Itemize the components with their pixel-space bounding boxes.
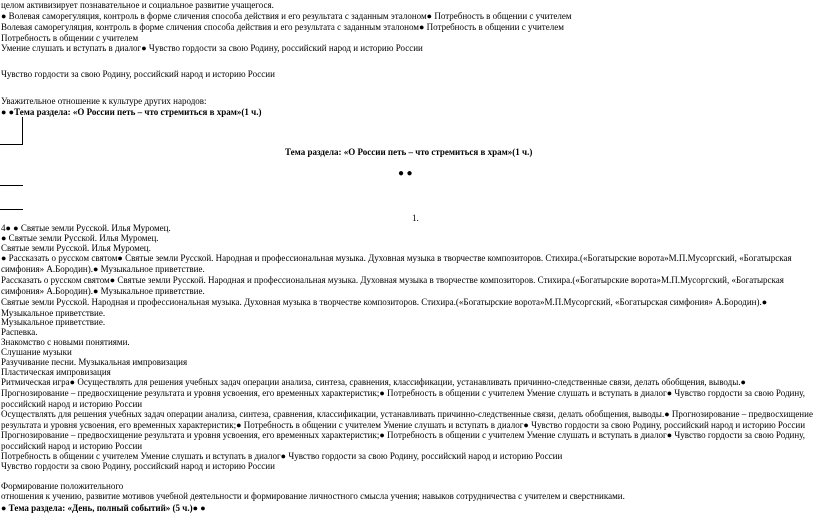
section-heading: ● ●Тема раздела: «О России петь – что стремиться в храм»(1 ч.) xyxy=(1,107,262,117)
text-paragraph: Рассказать о русском святом● Святые земли Русской. Народная и профессиональная музыка. Духовная музыка в творчестве композиторов. Стихира.(«Богатырские ворота»М.П.Мусоргский, «Богатырская симфония» А.Бородин).● Музыкальное приветствие. xyxy=(1,275,784,296)
divider xyxy=(0,209,23,210)
section-heading: ● Тема раздела: «День, полный событий» (5 ч.)● ● xyxy=(1,503,206,513)
text-line: ● Волевая саморегуляция, контроль в форме сличения способа действия и его результата с заданным эталоном● Потребность в общении с учителем xyxy=(1,11,572,21)
text-line: Разучивание песни. Музыкальная импровизация xyxy=(1,357,188,367)
text-line: Святые земли Русской. Илья Муромец. xyxy=(1,243,151,253)
text-line: Волевая саморегуляция, контроль в форме сличения способа действия и его результата с заданным эталоном● Потребность в общении с учителем xyxy=(1,22,564,32)
bullet-marks: ● ● xyxy=(398,168,413,179)
text-line: отношения к учению, развитие мотивов учебной деятельности и формирование личностного смысла учения; навыков сотрудничества с учителем и сверстниками. xyxy=(1,491,625,501)
text-line: Уважительное отношение к культуре других народов: xyxy=(1,96,207,106)
text-paragraph: Ритмическая игра● Осуществлять для решения учебных задач операции анализа, синтеза, сравнения, классификации, устанавливать причинно-следственные связи, делать обобщения, выводы.● Прогнозирование – предвосхищение результата и уровня усвоения, его временных характеристик;● Потребность в общении с учителем Умение слушать и вступать в диалог● Чувство гордости за свою Родину, российский народ и историю России xyxy=(1,377,806,409)
text-line: Распевка. xyxy=(1,327,38,337)
text-line: Чувство гордости за свою Родину, российский народ и историю России xyxy=(1,461,275,471)
text-line: Слушание музыки xyxy=(1,347,72,357)
text-line: Формирование положительного xyxy=(1,481,124,491)
table-cell xyxy=(0,117,23,145)
text-paragraph: Осуществлять для решения учебных задач операции анализа, синтеза, сравнения, классификации, устанавливать причинно-следственные связи, делать обобщения, выводы.● Прогнозирование – предвосхищение результата и уровня усвоения, его временных характеристик;● Потребность в общении с учителем Умение слушать и вступать в диалог● Чувство гордости за свою Родину, российский народ и историю России xyxy=(1,409,813,430)
text-line: Умение слушать и вступать в диалог● Чувство гордости за свою Родину, российский народ и историю России xyxy=(1,43,423,53)
text-paragraph: ● Рассказать о русском святом● Святые земли Русской. Народная и профессиональная музыка. Духовная музыка в творчестве композиторов. Стихира.(«Богатырские ворота»М.П.Мусоргский, «Богатырская симфония» А.Бородин).● Музыкальное приветствие. xyxy=(1,253,792,274)
text-line: Чувство гордости за свою Родину, российский народ и историю России xyxy=(1,69,275,79)
text-paragraph: Святые земли Русской. Народная и профессиональная музыка. Духовная музыка в творчестве композиторов. Стихира.(«Богатырские ворота»М.П.Мусоргский, «Богатырская симфония» А.Бородин).● Музыкальное приветствие. xyxy=(1,297,768,318)
text-line: ● Святые земли Русской. Илья Муромец. xyxy=(1,233,159,243)
divider xyxy=(0,185,23,186)
row-number: 1. xyxy=(412,213,419,223)
text-line: Пластическая импровизация xyxy=(1,367,111,377)
text-line: Потребность в общении с учителем xyxy=(1,33,139,43)
text-line: Знакомство с новыми понятиями. xyxy=(1,337,130,347)
section-heading-centered: Тема раздела: «О России петь – что стремиться в храм»(1 ч.) xyxy=(285,147,533,157)
text-line: Музыкальное приветствие. xyxy=(1,317,106,327)
text-paragraph: Прогнозирование – предвосхищение результата и уровня усвоения, его временных характеристик;● Потребность в общении с учителем Умение слушать и вступать в диалог● Чувство гордости за свою Родину, российский народ и историю России xyxy=(1,430,806,451)
text-line: Потребность в общении с учителем Умение слушать и вступать в диалог● Чувство гордости за свою Родину, российский народ и историю России xyxy=(1,451,563,461)
text-line: целом активизирует познавательное и социальное развитие учащегося. xyxy=(1,0,274,10)
text-line: 4● ● Святые земли Русской. Илья Муромец. xyxy=(1,223,171,233)
